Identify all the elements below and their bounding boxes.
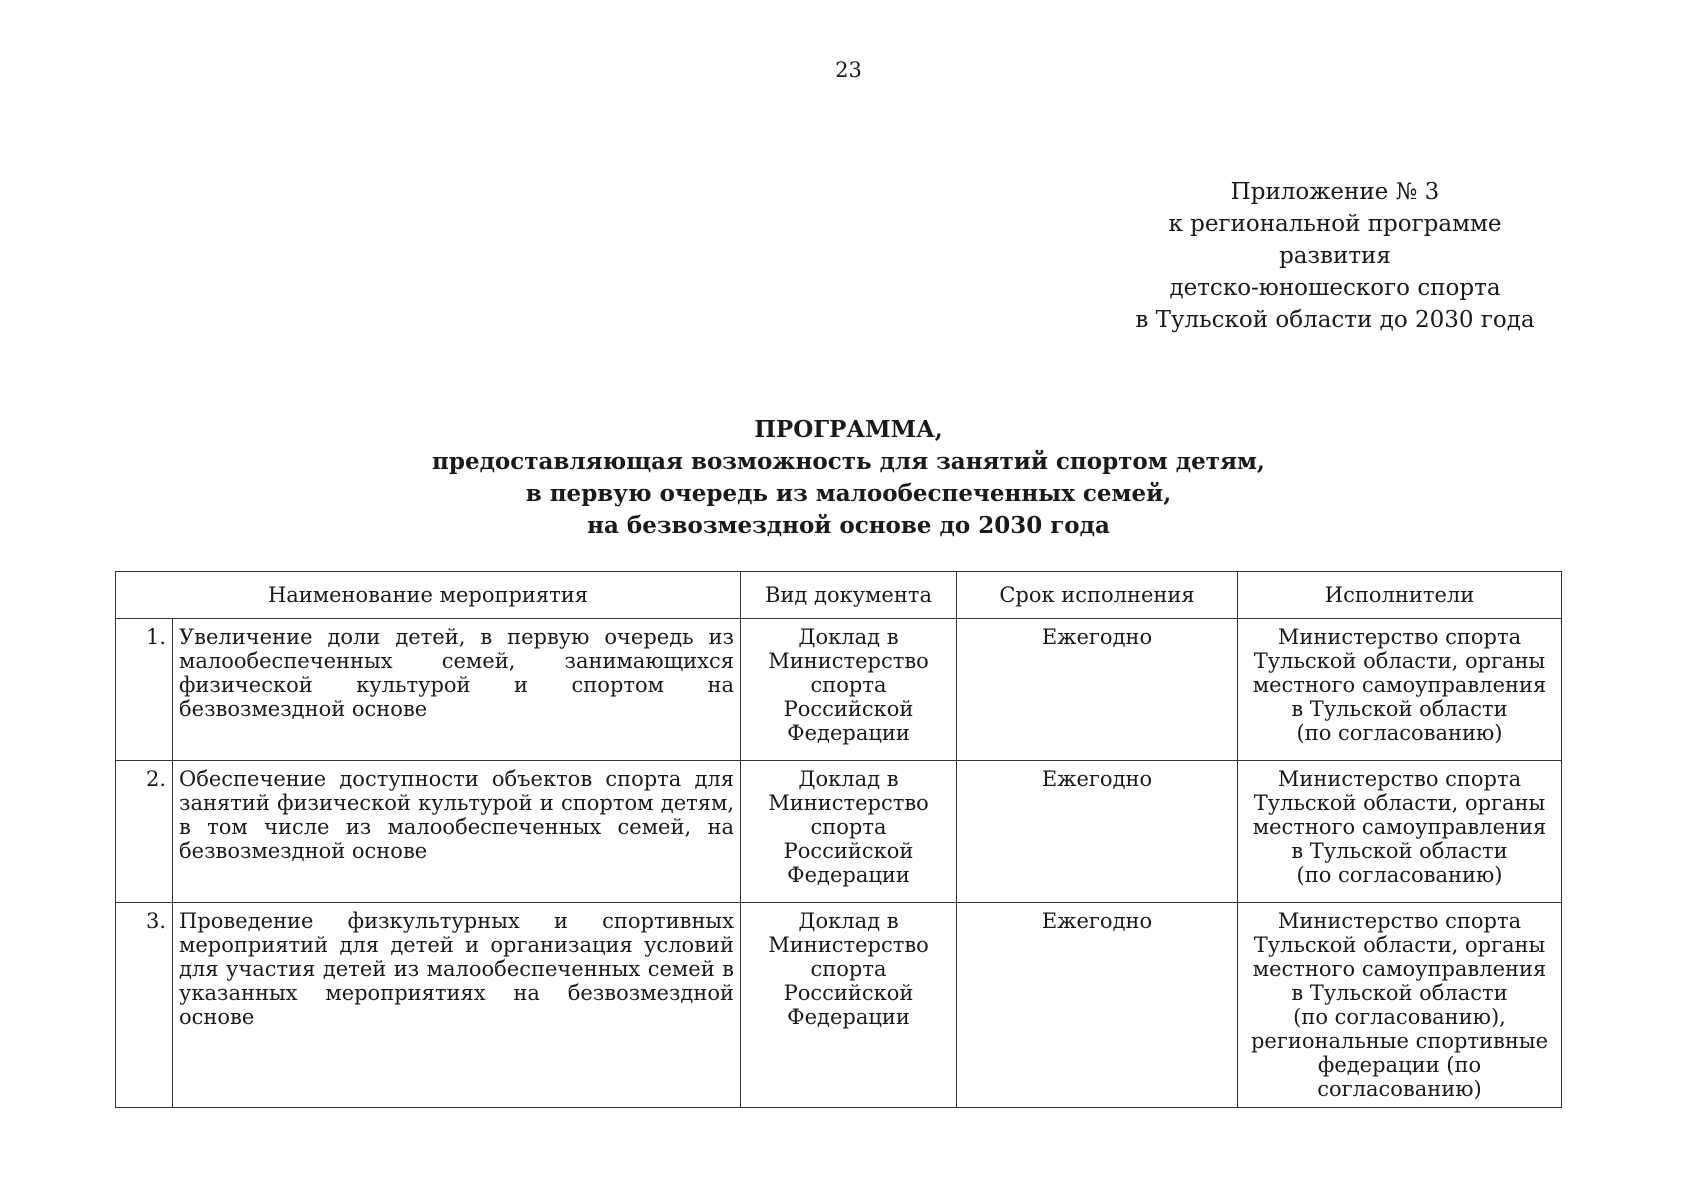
appendix-line: в Тульской области до 2030 года [1135, 307, 1535, 333]
executors [1238, 619, 1562, 761]
program-table [115, 571, 1562, 1108]
appendix-line: к региональной программе развития [1168, 211, 1502, 269]
doc-line: Федерации [787, 721, 910, 745]
appendix-line: Приложение № 3 [1230, 179, 1440, 205]
event-name: Обеспечение доступности объектов спорта для занятий физической культурой и спортом детям, в том числе из малообеспеченных семей, на безвозмездной основе [173, 761, 741, 903]
doc-line: Доклад в [798, 909, 899, 933]
document-type [741, 761, 957, 903]
title-line: в первую очередь из малообеспеченных семей, [525, 480, 1172, 507]
exec-line: (по согласованию) [1296, 721, 1503, 745]
exec-line: местного самоуправления [1252, 673, 1547, 697]
doc-line: Доклад в [798, 767, 899, 791]
document-title [0, 414, 1697, 542]
doc-line: Министерство [768, 649, 929, 673]
exec-line: Министерство спорта [1277, 909, 1522, 933]
deadline: Ежегодно [957, 903, 1238, 1108]
exec-line: в Тульской области [1291, 697, 1508, 721]
doc-line: Министерство [768, 791, 929, 815]
appendix-line: детско-юношеского спорта [1169, 275, 1501, 301]
title-line: предоставляющая возможность для занятий спортом детям, [432, 448, 1265, 475]
executors [1238, 903, 1562, 1108]
doc-line: Доклад в [798, 625, 899, 649]
exec-line: в Тульской области [1291, 839, 1508, 863]
exec-line: региональные спортивные [1250, 1029, 1549, 1053]
appendix-note [1110, 176, 1560, 336]
table-row [116, 619, 1562, 761]
header-executors: Исполнители [1238, 572, 1562, 619]
executors [1238, 761, 1562, 903]
doc-line: спорта Российской [783, 957, 914, 1005]
title-line: ПРОГРАММА, [754, 416, 943, 443]
event-name: Проведение физкультурных и спортивных мероприятий для детей и организация условий для участия детей из малообеспеченных семей в указанных мероприятиях на безвозмездной основе [173, 903, 741, 1108]
exec-line: (по согласованию) [1296, 863, 1503, 887]
event-name: Увеличение доли детей, в первую очередь из малообеспеченных семей, занимающихся физической культурой и спортом на безвозмездной основе [173, 619, 741, 761]
document-type [741, 619, 957, 761]
exec-line: местного самоуправления [1252, 957, 1547, 981]
header-event-name: Наименование мероприятия [116, 572, 741, 619]
doc-line: спорта Российской [783, 815, 914, 863]
header-deadline: Срок исполнения [957, 572, 1238, 619]
exec-line: Тульской области, органы [1253, 649, 1546, 673]
doc-line: спорта Российской [783, 673, 914, 721]
row-number: 3. [116, 903, 173, 1108]
exec-line: (по согласованию), [1293, 1005, 1506, 1029]
exec-line: местного самоуправления [1252, 815, 1547, 839]
exec-line: в Тульской области [1291, 981, 1508, 1005]
table-header-row [116, 572, 1562, 619]
title-line: на безвозмездной основе до 2030 года [587, 512, 1110, 539]
exec-line: Министерство спорта [1277, 625, 1522, 649]
exec-line: Тульской области, органы [1253, 933, 1546, 957]
header-document-type: Вид документа [741, 572, 957, 619]
row-number: 2. [116, 761, 173, 903]
exec-line: Тульской области, органы [1253, 791, 1546, 815]
page-number: 23 [835, 58, 862, 82]
document-type [741, 903, 957, 1108]
deadline: Ежегодно [957, 761, 1238, 903]
exec-line: федерации (по согласованию) [1317, 1053, 1482, 1101]
row-number: 1. [116, 619, 173, 761]
table-row [116, 761, 1562, 903]
exec-line: Министерство спорта [1277, 767, 1522, 791]
doc-line: Федерации [787, 863, 910, 887]
doc-line: Министерство [768, 933, 929, 957]
deadline: Ежегодно [957, 619, 1238, 761]
doc-line: Федерации [787, 1005, 910, 1029]
table-row [116, 903, 1562, 1108]
